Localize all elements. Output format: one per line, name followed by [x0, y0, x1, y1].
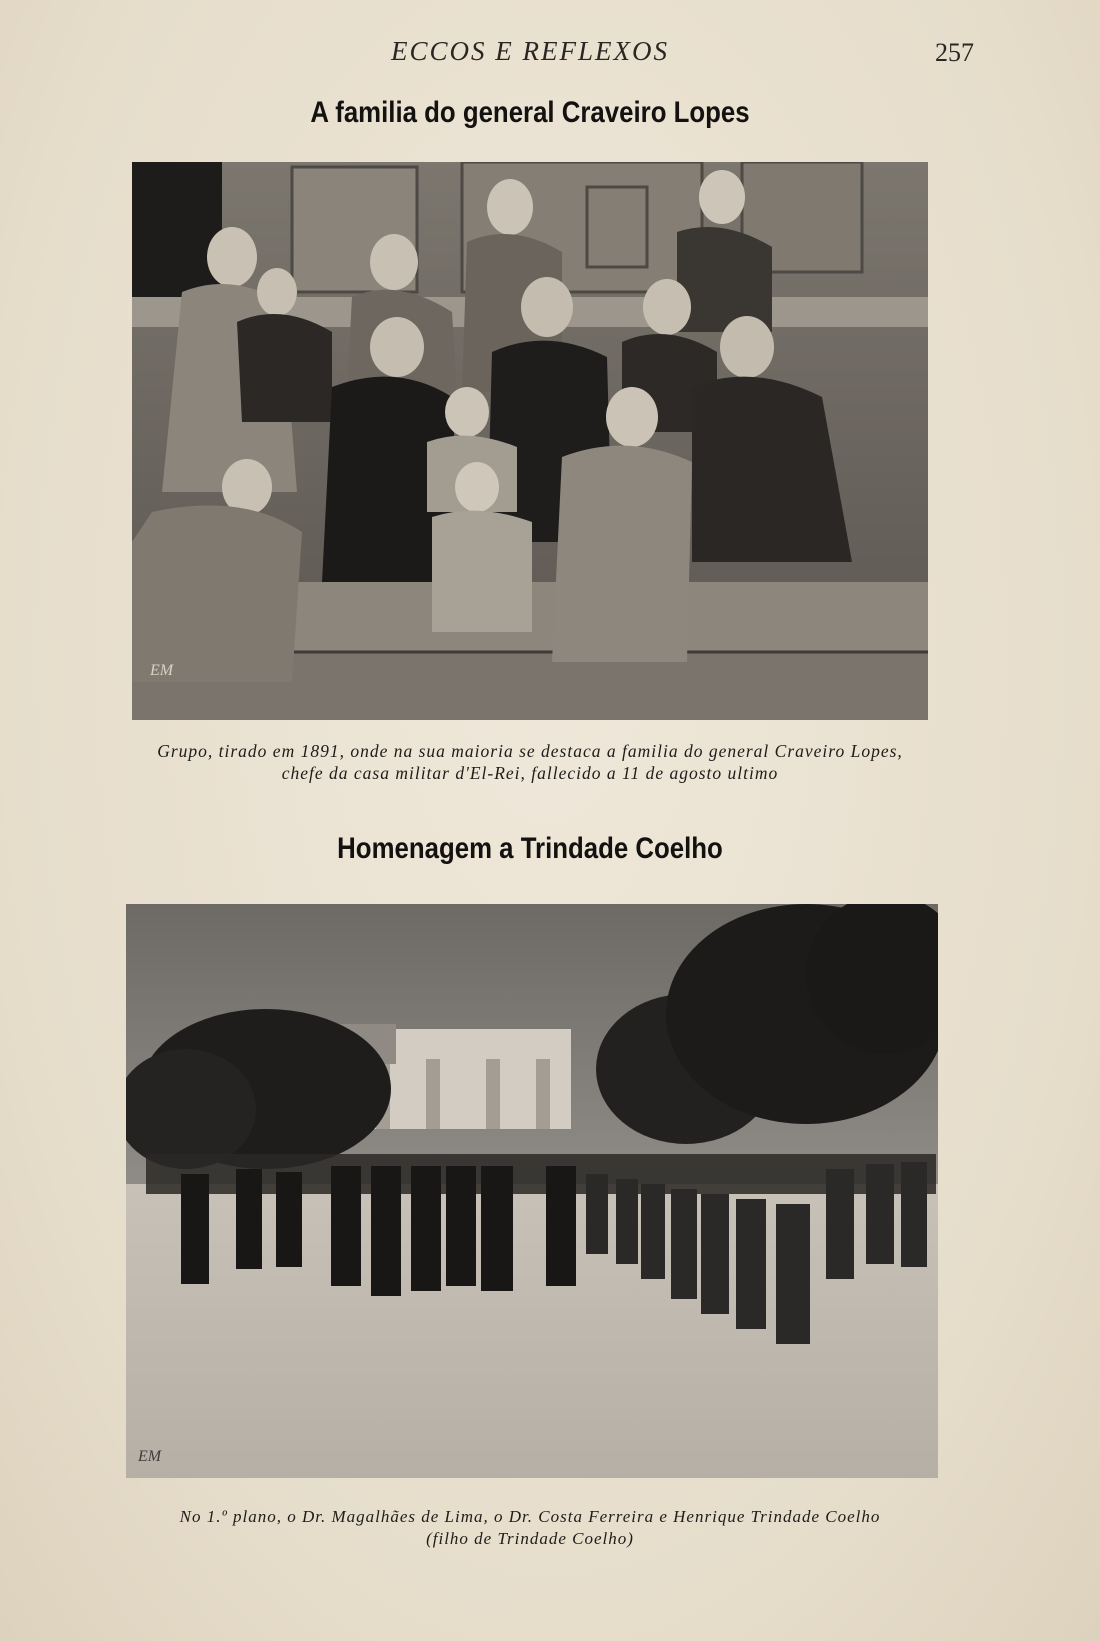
photo-monogram: EM	[138, 1448, 162, 1465]
caption-line: (filho de Trindade Coelho)	[426, 1529, 634, 1548]
article-2-caption	[60, 1506, 1000, 1550]
homage-procession-photo-illustration	[126, 904, 938, 1478]
family-group-photo-illustration	[132, 162, 928, 720]
caption-line: Grupo, tirado em 1891, onde na sua maioria se destaca a familia do general Craveiro Lopes,	[157, 741, 903, 761]
article-1-caption	[60, 740, 1000, 784]
caption-line: chefe da casa militar d'El-Rei, fallecido a 11 de agosto ultimo	[281, 763, 779, 783]
article-2-headline: Homenagem a Trindade Coelho	[337, 832, 723, 865]
article-1-headline: A familia do general Craveiro Lopes	[310, 96, 750, 129]
caption-line: No 1.º plano, o Dr. Magalhães de Lima, o Dr. Costa Ferreira e Henrique Trindade Coelho	[179, 1507, 881, 1526]
homage-procession-photo	[126, 904, 938, 1478]
page-number: 257	[935, 38, 974, 67]
photo-monogram: EM	[150, 662, 174, 679]
running-head: ECCOS E REFLEXOS	[391, 36, 669, 66]
family-group-photo	[132, 162, 928, 720]
